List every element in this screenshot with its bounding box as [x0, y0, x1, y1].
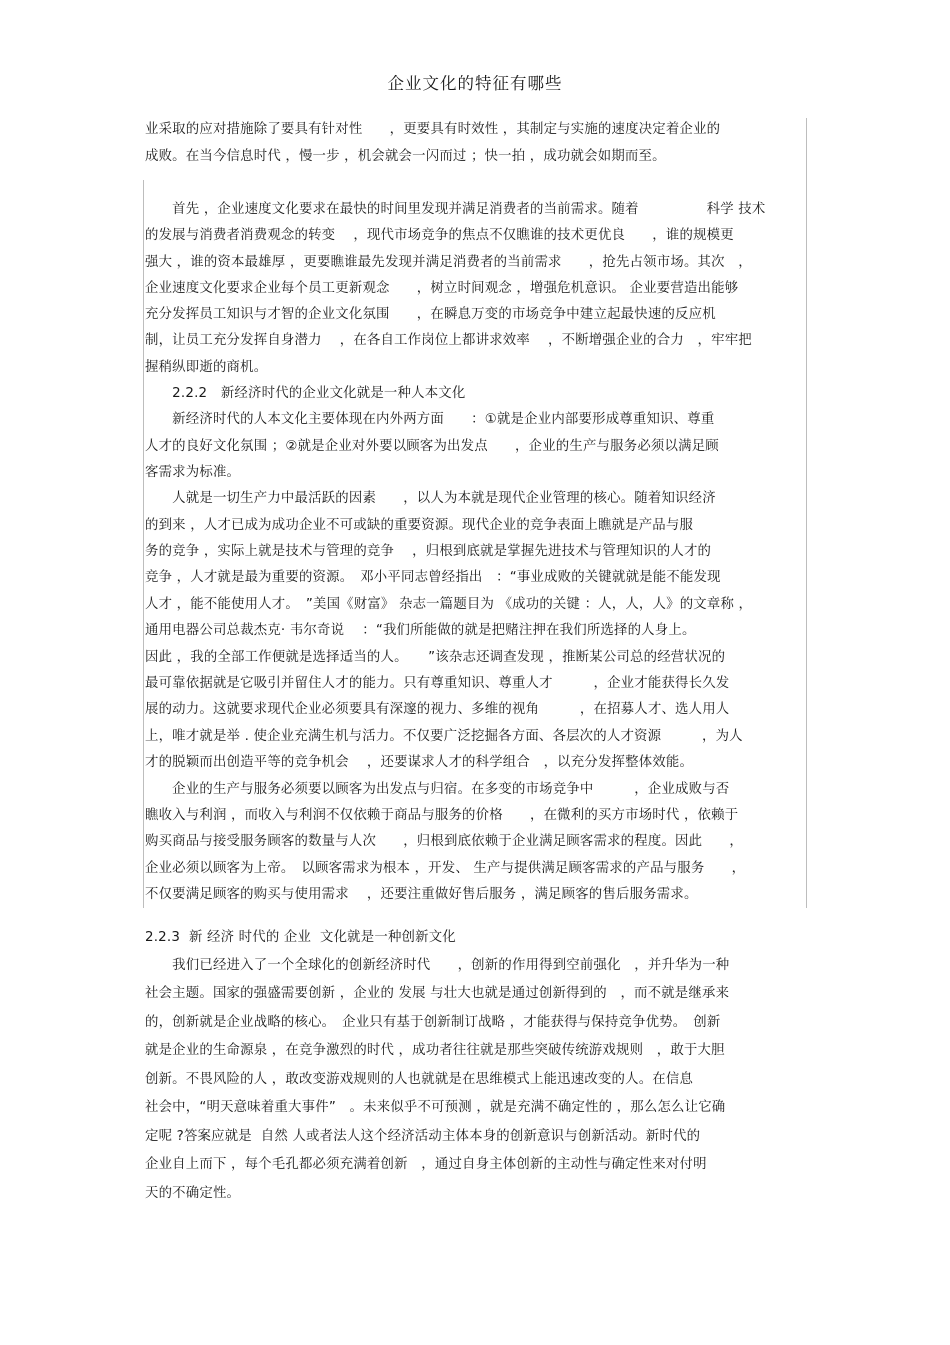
body-line: 竞争 ，人才就是最为重要的资源。 邓小平同志曾经指出 ：“事业成败的关键就就是能不能发现: [145, 570, 721, 585]
body-line: 务的竞争 ，实际上就是技术与管理的竞争 ，归根到底就是掌握先进技术与管理知识的人才的: [145, 544, 712, 559]
body-line: 就是企业的生命源泉 ，在竞争激烈的时代 ，成功者往往就是那些突破传统游戏规则 ，敢于大胆: [145, 1043, 725, 1058]
document-title: 企业文化的特征有哪些: [387, 74, 563, 93]
body-line: 充分发挥员工知识与才智的企业文化氛围 ，在瞬息万变的市场竞争中建立起最快速的反应机: [145, 307, 716, 322]
body-line: 制，让员工充分发挥自身潜力 ，在各自工作岗位上都讲求效率 ，不断增强企业的合力 ，牢牢把: [145, 333, 752, 348]
section-heading-2-2-3: 2.2.3 新 经济 时代的 企业 文化就是一种创新文化: [145, 930, 456, 945]
body-line: 上，唯才就是举 . 使企业充满生机与活力。不仅要广泛挖掘各方面、各层次的人才资源 ，为人: [145, 729, 743, 744]
body-line: 社会中，“明天意味着重大事件” 。未来似乎不可预测 ，就是充满不确定性的 ，那么怎么让它确: [145, 1100, 726, 1115]
body-line: 的发展与消费者消费观念的转变 ，现代市场竞争的焦点不仅瞧谁的技术更优良 ，谁的规模更: [145, 228, 734, 243]
body-line: 不仅要满足顾客的购买与使用需求 ，还要注重做好售后服务 ，满足顾客的售后服务需求。: [145, 887, 698, 902]
section-heading-2-2-2: 2.2.2 新经济时代的企业文化就是一种人本文化: [145, 386, 466, 401]
body-line: 社会主题。国家的强盛需要创新 ，企业的 发展 与壮大也就是通过创新得到的 ，而不就是继承来: [145, 986, 730, 1001]
body-line: 的，创新就是企业战略的核心。 企业只有基于创新制订战略 ，才能获得与保持竞争优势。 创新: [145, 1015, 721, 1030]
body-line: 才的脱颖而出创造平等的竞争机会 ，还要谋求人才的科学组合 ，以充分发挥整体效能。: [145, 755, 694, 770]
body-line: 人就是一切生产力中最活跃的因素 ，以人为本就是现代企业管理的核心。随着知识经济: [145, 491, 716, 506]
text-frame-right-border: [806, 118, 807, 908]
body-line: 瞧收入与利润 ，而收入与利润不仅依赖于商品与服务的价格 ，在微利的买方市场时代 ，依赖于: [145, 808, 739, 823]
body-line: 人才的良好文化氛围 ；②就是企业对外要以顾客为出发点 ，企业的生产与服务必须以满足顾: [145, 439, 719, 454]
body-line: 人才 ，能不能使用人才。 ”美国《财富》 杂志一篇题目为 《成功的关键 ：人，人，人》的文章称 ，: [145, 597, 753, 612]
body-line: 企业必须以顾客为上帝。 以顾客需求为根本 ，开发、 生产与提供满足顾客需求的产品与服务 ，: [145, 861, 746, 876]
text-frame-left-border: [143, 180, 144, 908]
body-line: 通用电器公司总裁杰克· 韦尔奇说 ：“我们所能做的就是把赌注押在我们所选择的人身上。: [145, 623, 696, 638]
body-line: 我们已经进入了一个全球化的创新经济时代 ，创新的作用得到空前强化 ，并升华为一种: [145, 958, 730, 973]
body-line: 新经济时代的人本文化主要体现在内外两方面 ：①就是企业内部要形成尊重知识、尊重: [145, 412, 715, 427]
body-line: 天的不确定性。: [145, 1186, 241, 1201]
body-line: 定呢 ?答案应就是 自然 人或者法人这个经济活动主体本身的创新意识与创新活动。新时代的: [145, 1129, 701, 1144]
body-line: 最可靠依据就是它吸引并留住人才的能力。只有尊重知识、尊重人才 ，企业才能获得长久发: [145, 676, 730, 691]
body-line: 业采取的应对措施除了要具有针对性 ，更要具有时效性 ，其制定与实施的速度决定着企业的: [145, 122, 721, 137]
body-line: 购买商品与接受服务顾客的数量与人次 ，归根到底依赖于企业满足顾客需求的程度。因此 ，: [145, 834, 743, 849]
body-line: 企业自上而下 ，每个毛孔都必须充满着创新 ，通过自身主体创新的主动性与确定性来对付明: [145, 1157, 707, 1172]
body-line: 企业的生产与服务必须要以顾客为出发点与归宿。在多变的市场竞争中 ，企业成败与否: [145, 782, 730, 797]
body-line: 握稍纵即逝的商机。: [145, 360, 268, 375]
body-line: 强大 ，谁的资本最雄厚 ，更要瞧谁最先发现并满足消费者的当前需求 ，抢先占领市场。其次 ，: [145, 255, 752, 270]
body-line: 展的动力。这就要求现代企业必须要具有深邃的视力、多维的视角 ，在招募人才、选人用人: [145, 702, 730, 717]
body-line: 的到来 ，人才已成为成功企业不可或缺的重要资源。现代企业的竞争表面上瞧就是产品与服: [145, 518, 694, 533]
body-line: 首先 ，企业速度文化要求在最快的时间里发现并满足消费者的当前需求。随着 科学 技术: [145, 202, 766, 217]
body-line: 企业速度文化要求企业每个员工更新观念 ，树立时间观念 ，增强危机意识。 企业要营造出能够: [145, 281, 739, 296]
body-line: 因此 ，我的全部工作便就是选择适当的人。 ”该杂志还调查发现 ，推断某公司总的经营状况的: [145, 650, 726, 665]
body-line: 创新。不畏风险的人 ，敢改变游戏规则的人也就就是在思维模式上能迅速改变的人。在信息: [145, 1072, 694, 1087]
body-line: 成败。在当今信息时代 ，慢一步 ，机会就会一闪而过 ；快一拍 ，成功就会如期而至。: [145, 149, 666, 164]
body-line: 客需求为标准。: [145, 465, 241, 480]
